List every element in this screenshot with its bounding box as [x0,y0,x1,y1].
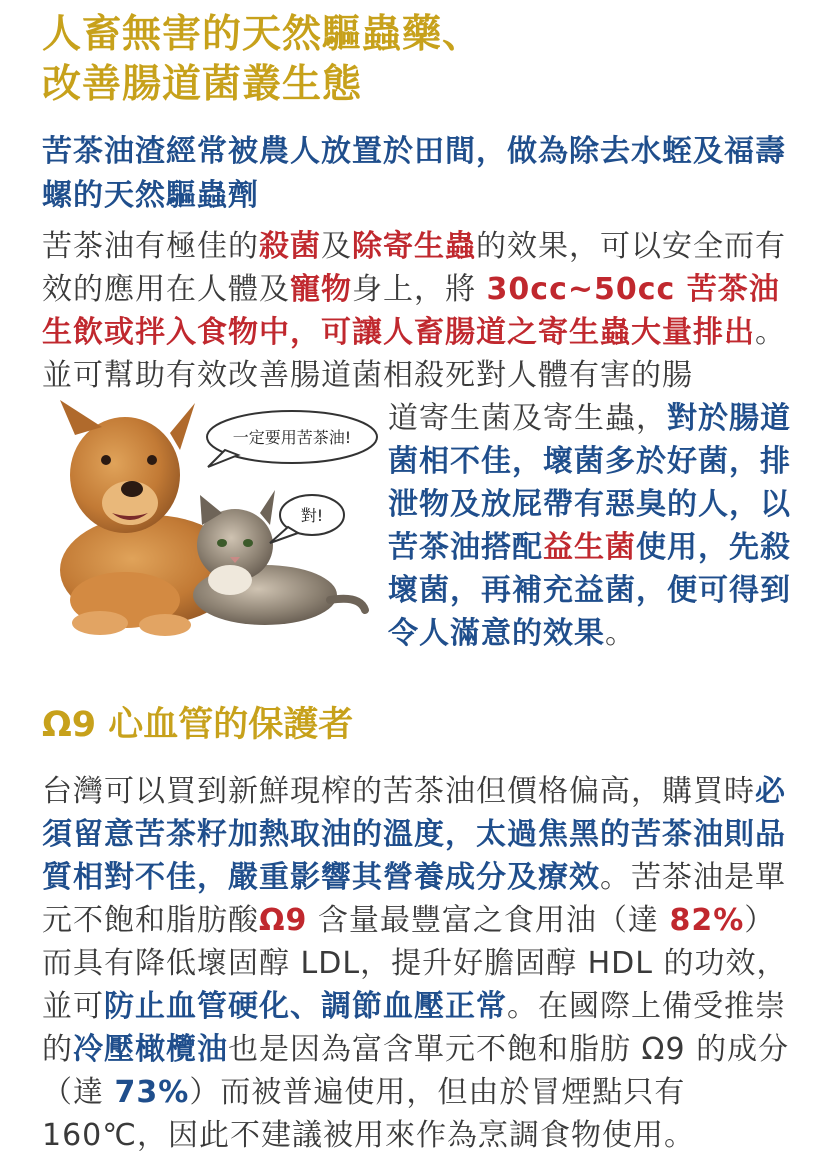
cat-speech-bubble [270,495,344,543]
paragraph-gut-flora [388,397,808,655]
text: 。苦茶油是單元不飽和脂肪酸 [42,860,786,938]
paragraph-antiparasitic [42,225,802,397]
highlight-olive-oil: 冷壓橄欖油 [73,1032,228,1067]
highlight-dosage: 30cc~50cc 苦茶油生飲或拌入食物中，可讓人畜腸道之寄生蟲大量排出 [42,272,780,350]
text: 及 [321,229,352,264]
dog-bubble-text: 一定要用苦茶油! [232,428,352,447]
text: 含量最豐富之食用油（達 [307,903,670,938]
highlight-gut-advice: 對於腸道菌相不佳，壞菌多於好菌，排泄物及放屁帶有惡臭的人，以苦茶油搭配 [388,401,791,565]
highlight-sterilize: 殺菌 [259,229,321,264]
title-line-2: 改善腸道菌叢生態 [42,62,363,107]
text: 。並可幫助有效改善腸道菌相殺死對人體有害的腸 [42,315,786,393]
highlight-blood-vessel: 防止血管硬化、調節血壓正常 [104,989,507,1024]
text: 的效果，可以安全而有效的應用在人體及 [42,229,786,307]
highlight-temperature: 必須留意苦茶籽加熱取油的溫度，太過焦黑的苦茶油則品質相對不佳，嚴重影響其營養成分及療效 [42,774,786,895]
highlight-73-percent: 73% [114,1075,190,1110]
text: 。 [605,616,636,651]
highlight-result: 使用，先殺壞菌，再補充益菌，便可得到令人滿意的效果 [388,530,791,651]
highlight-deworm: 除寄生蟲 [352,229,476,264]
text: 也是因為富含單元不飽和脂肪 Ω9 的成分（達 [42,1032,790,1110]
text: 苦茶油有極佳的 [42,229,259,264]
section-heading-omega9: Ω9 心血管的保護者 [42,705,354,745]
text: 身上，將 [352,272,487,307]
paragraph-omega9 [42,770,802,1157]
title-line-1: 人畜無害的天然驅蟲藥、 [42,12,483,57]
dog-speech-bubble [207,411,377,467]
highlight-probiotics: 益生菌 [543,530,636,565]
subtitle: 苦茶油渣經常被農人放置於田間，做為除去水蛭及福壽螺的天然驅蟲劑 [42,134,786,213]
highlight-pets: 寵物 [290,272,352,307]
text: ）而被普遍使用，但由於冒煙點只有 160℃，因此不建議被用來作為烹調食物使用。 [42,1075,695,1153]
dog-and-cat-image [30,395,380,640]
cat-bubble-text: 對! [300,506,324,525]
highlight-omega9: Ω9 [259,903,308,938]
text: 台灣可以買到新鮮現榨的苦茶油但價格偏高，購買時 [42,774,755,809]
page-title [42,10,812,110]
highlight-82-percent: 82% [669,903,745,938]
text: 。在國際上備受推崇的 [42,989,786,1067]
text: 道寄生菌及寄生蟲， [388,401,667,436]
text: ）而具有降低壞固醇 LDL，提升好膽固醇 HDL 的功效，並可 [42,903,788,1024]
pets-illustration [30,395,380,640]
